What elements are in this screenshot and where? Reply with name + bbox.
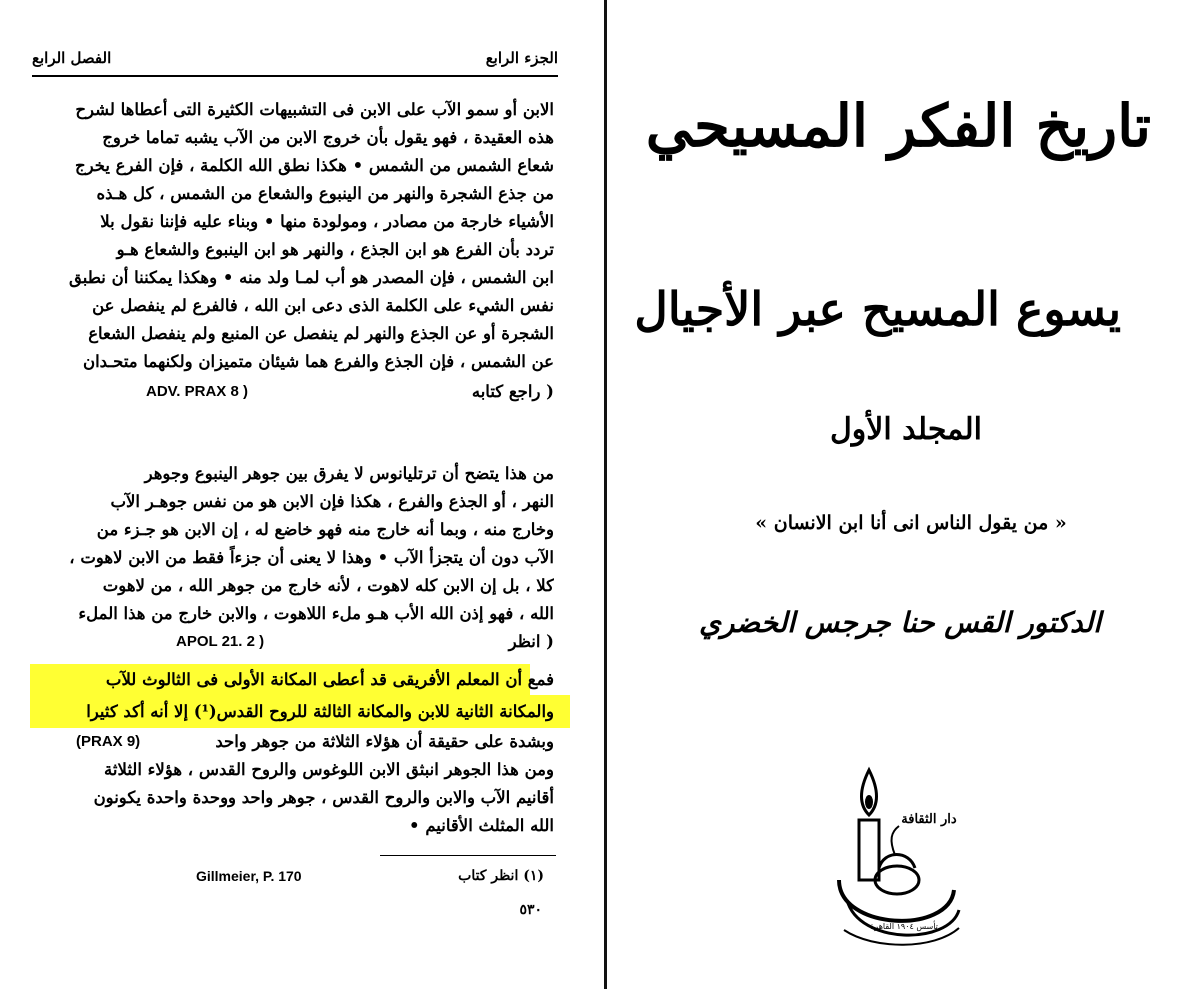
text-line: وخارج منه ، وبما أنه خارج منه فهو خاضع له ، إن الابن هو جـزء من	[96, 520, 554, 539]
publisher-year: تأسس ١٩٠٤ القاهرة	[870, 922, 938, 931]
highlighted-line: والمكانة الثانية للابن والمكانة الثالثة للروح القدس(¹) إلا أنه أكد كثيرا	[86, 702, 554, 721]
running-head	[32, 43, 558, 77]
publisher-name: دار الثقافة	[901, 812, 957, 827]
page-divider	[604, 0, 607, 989]
citation-ref: ADV. PRAX 8 )	[146, 383, 248, 400]
volume-label: المجلد الأول	[829, 412, 983, 447]
highlighted-line: فمع أن المعلم الأفريقى قد أعطى المكانة الأولى فى الثالوث للآب	[105, 670, 554, 689]
text-line: الله المثلث الأقانيم •	[409, 816, 554, 835]
citation-ref: (PRAX 9)	[76, 733, 141, 750]
citation-line	[36, 628, 554, 656]
citation-label: ( راجع كتابه	[471, 382, 554, 401]
part-label: الجزء الرابع	[485, 49, 558, 67]
text-line: نفس الشيء على الكلمة الذى دعى ابن الله ، فالفرع لم ينفصل عن	[92, 296, 554, 315]
citation-line	[36, 378, 554, 406]
publisher-logo	[829, 760, 969, 955]
text-line: الشجرة أو عن الجذع والنهر لم ينفصل عن المنبع ولم ينفصل الشعاع	[88, 324, 554, 343]
author-name: الدكتور القس حنا جرجس الخضري	[698, 606, 1101, 639]
citation-label: ( انظر	[508, 632, 554, 651]
text-line: هذه العقيدة ، فهو يقول بأن خروج الابن من الآب يشبه تماما خروج	[102, 128, 554, 147]
text-line: النهر ، أو الجذع والفرع ، هكذا فإن الابن هو من نفس جوهـر الآب	[110, 492, 554, 511]
text-line: الله ، فهو إذن الله الأب هـو ملء اللاهوت ، والابن خارج من هذا الملء	[78, 604, 554, 623]
cover-quote: « من يقول الناس انى أنا ابن الانسان »	[755, 512, 1067, 534]
citation-ref: APOL 21. 2 )	[176, 633, 265, 650]
text-line: الابن أو سمو الآب على الابن فى التشبيهات الكثيرة التى أعطاها لشرح	[75, 100, 554, 119]
text-line: ومن هذا الجوهر انبثق الابن اللوغوس والروح القدس ، هؤلاء الثلاثة	[104, 760, 554, 779]
text-line: من جذع الشجرة والنهر من الينبوع والشعاع من الشمس ، كل هـذه	[96, 184, 554, 203]
text-line-content: وبشدة على حقيقة أن هؤلاء الثلاثة من جوهر واحد	[215, 732, 554, 751]
footnote-reference: Gillmeier, P. 170	[196, 868, 302, 884]
text-line: من هذا يتضح أن ترتليانوس لا يفرق بين جوهر الينبوع وجوهر	[144, 464, 554, 483]
text-line: كلا ، بل إن الابن كله لاهوت ، لأنه خارج من جوهر الله ، من لاهوت	[102, 576, 554, 595]
text-line: الأشياء خارجة من مصادر ، ومولودة منها • وبناء عليه فإننا نقول بلا	[100, 212, 554, 231]
text-line: شعاع الشمس من الشمس • هكذا نطق الله الكلمة ، فإن الفرع يخرج	[74, 156, 554, 175]
series-title: تاريخ الفكر المسيحي	[645, 92, 1151, 160]
chapter-label: الفصل الرابع	[32, 49, 112, 67]
text-line: تردد بأن الفرع هو ابن الجذع ، والنهر هو ابن الينبوع والشعاع هـو	[116, 240, 554, 259]
text-line	[36, 728, 554, 756]
text-line: عن الشمس ، فإن الجذع والفرع هما شيئان متميزان ولكنهما متحـدان	[82, 352, 554, 371]
text-line: الآب دون أن يتجزأ الآب • وهذا لا يعنى أن جزءاً فقط من الابن لاهوت ،	[69, 548, 554, 567]
book-title: يسوع المسيح عبر الأجيال	[634, 282, 1121, 336]
text-line: ابن الشمس ، فإن المصدر هو أب لمـا ولد منه • وهكذا يمكننا أن نطبق	[69, 268, 554, 287]
footnote-rule	[380, 855, 556, 856]
text-line: أقانيم الآب والابن والروح القدس ، جوهر واحد ووحدة واحدة يكونون	[93, 788, 554, 807]
header-rule	[32, 75, 558, 77]
footnote-label: (١) انظر كتاب	[458, 868, 544, 884]
page-number: ٥٣٠	[519, 902, 542, 918]
right-page	[611, 0, 1200, 989]
